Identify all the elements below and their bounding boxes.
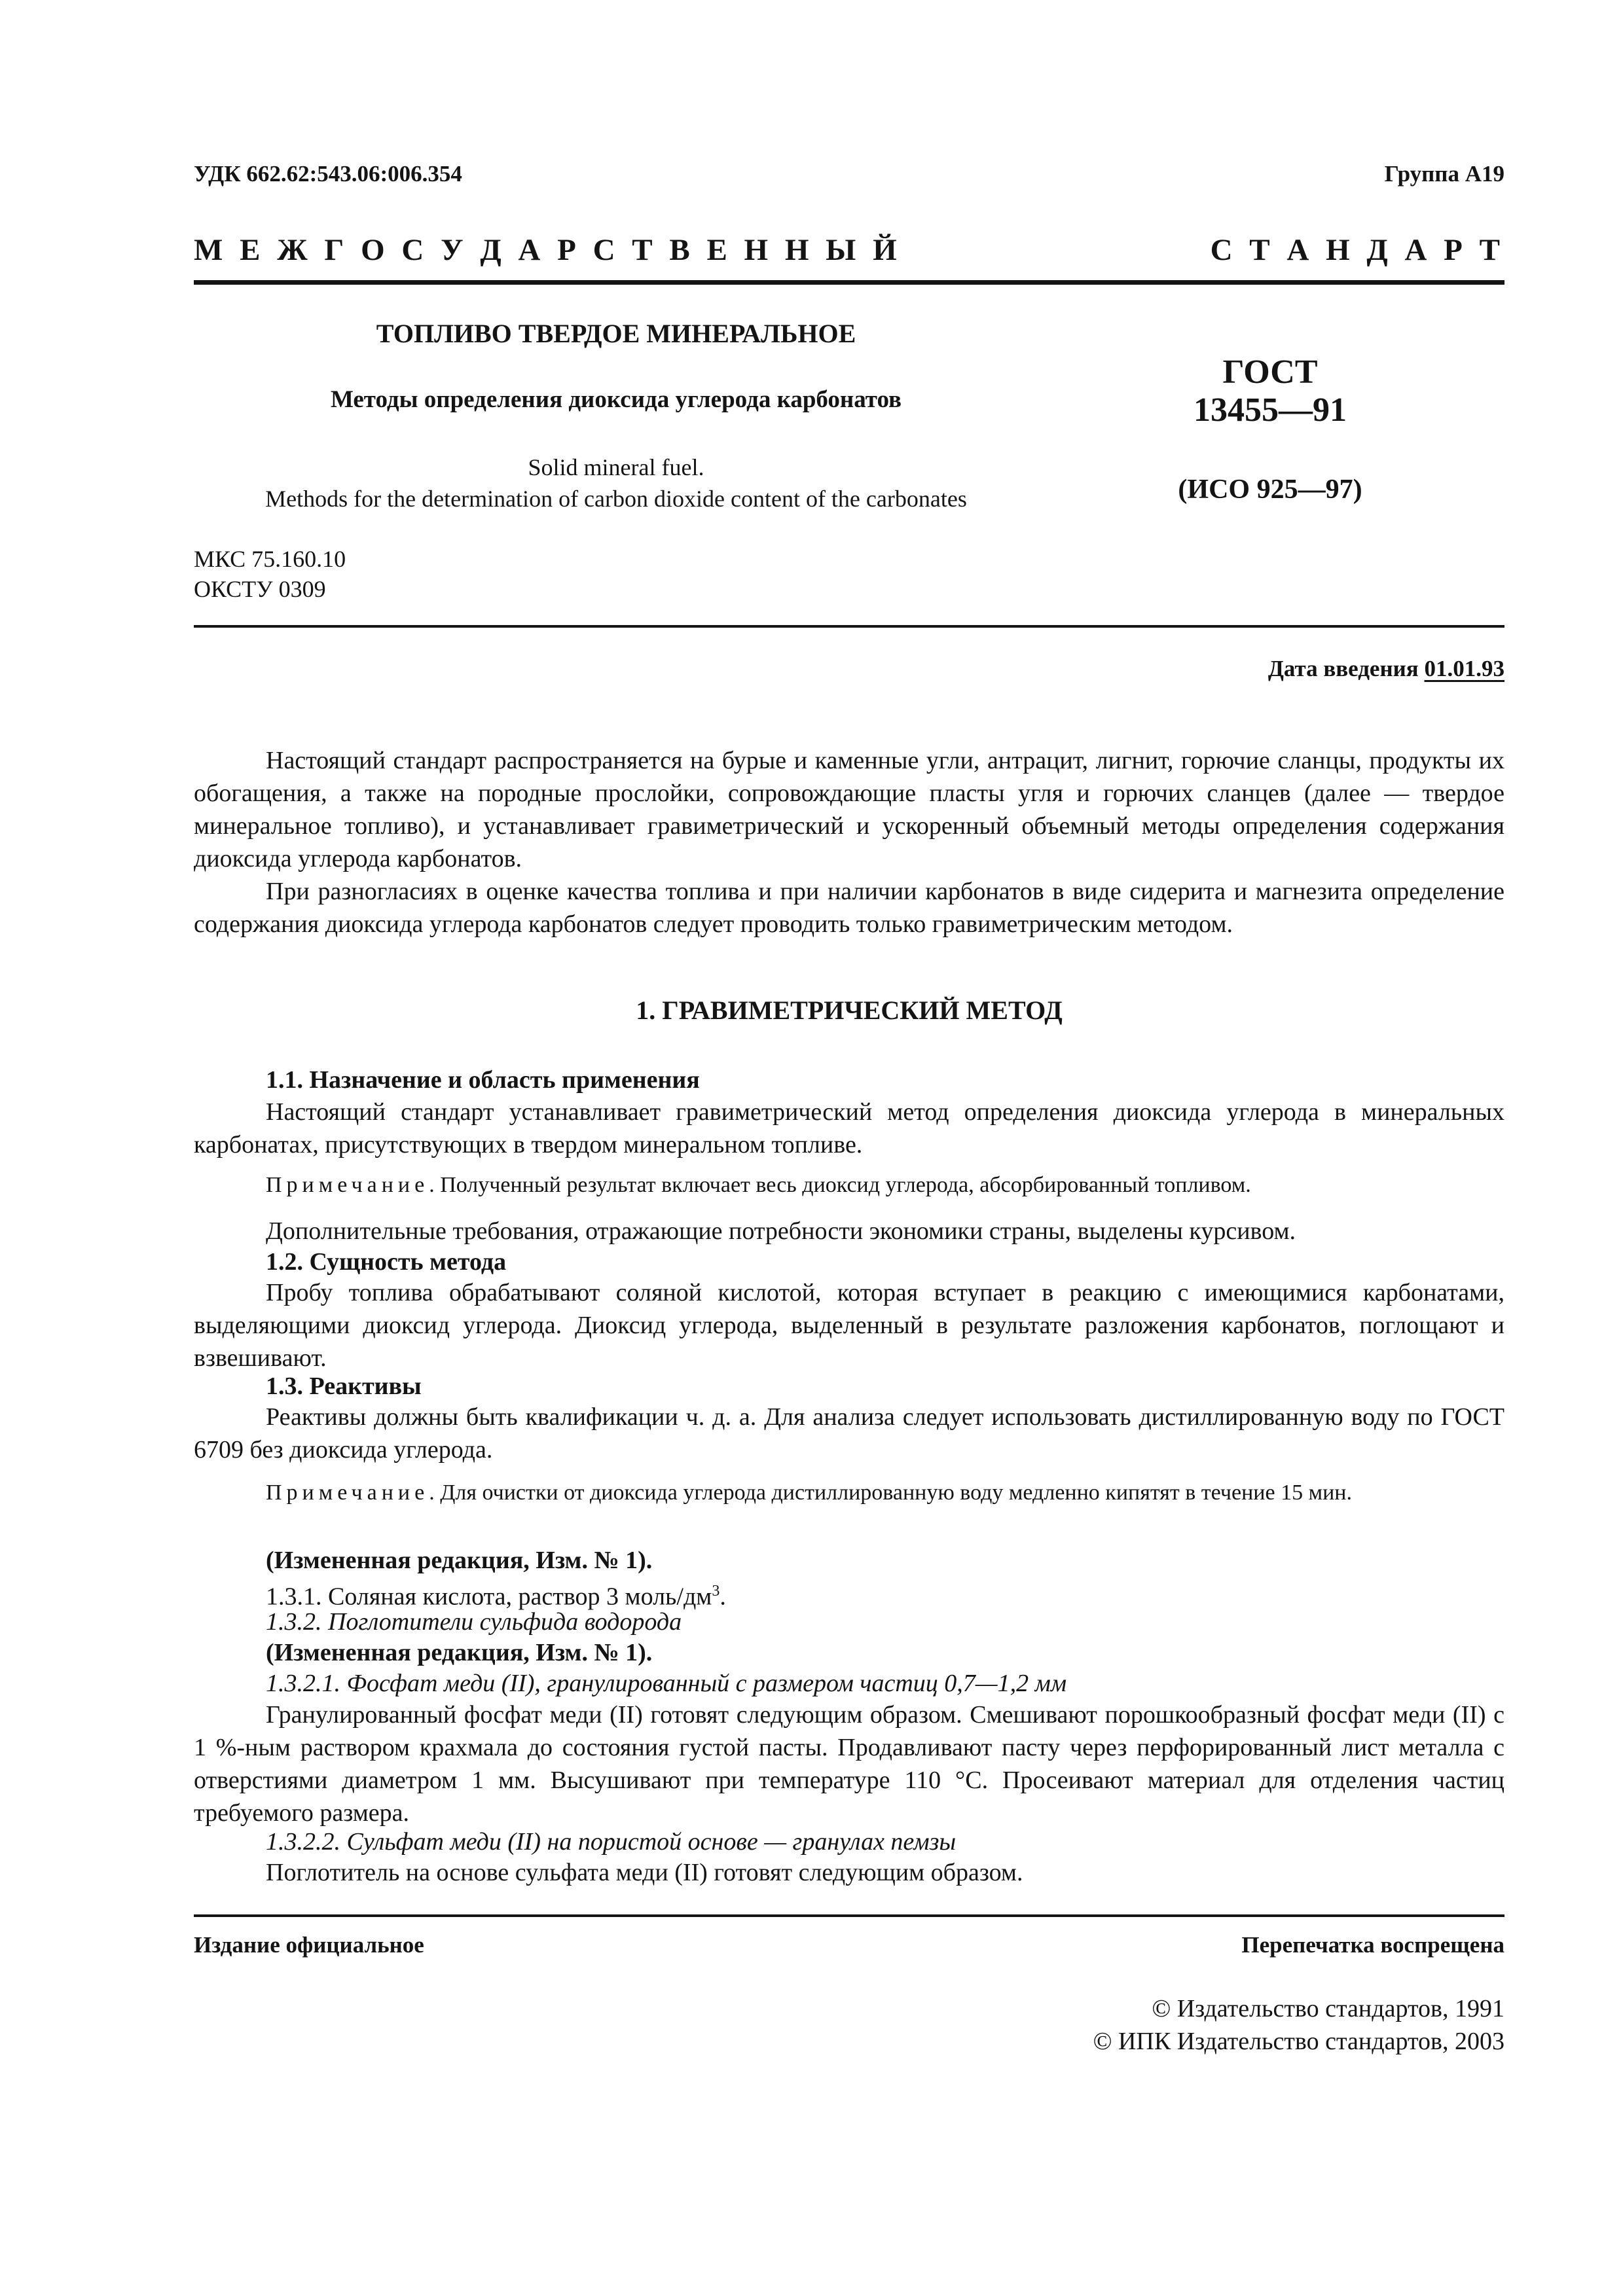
iso-reference: (ИСО 925—97) (1178, 475, 1362, 505)
reprint-prohibited: Перепечатка воспрещена (1241, 1932, 1504, 1958)
official-edition: Издание официальное (194, 1932, 424, 1958)
banner-standard: С Т А Н Д А Р Т (1210, 233, 1504, 267)
gost-label: ГОСТ (1222, 353, 1318, 391)
subsection-1-3-text: Реактивы должны быть квалификации ч. д. а. Для анализа следует использовать дистиллированную воду по ГОСТ 6709 без диоксида углерода. (194, 1403, 1504, 1463)
subsection-1-1-title: 1.1. Назначение и область применения (266, 1066, 700, 1094)
note-label: Примечание (266, 1173, 429, 1197)
date-label: Дата введения (1267, 656, 1419, 681)
subsection-1-2-text: Пробу топлива обрабатывают соляной кислотой, которая вступает в реакцию с имеющимися карбонатами, выделяющими диоксид углерода. Диоксид углерода, выделенный в результате разложения карбонатов, поглощают и взвешивают. (194, 1279, 1504, 1372)
item-1-3-1-text: 1.3.1. Соляная кислота, раствор 3 моль/дм (266, 1583, 712, 1611)
english-title-line1: Solid mineral fuel. (528, 454, 704, 480)
group-code: Группа А19 (1384, 161, 1504, 187)
date-value: 01.01.93 (1424, 656, 1504, 681)
english-title-line2: Methods for the determination of carbon dioxide content of the carbonates (265, 486, 967, 512)
udk-code: УДК 662.62:543.06:006.354 (194, 161, 462, 187)
intro-paragraph-2: При разногласиях в оценке качества топлива и при наличии карбонатов в виде сидерита и магнезита определение содержания диоксида углерода карбонатов следует проводить только гравиметрическим методом. (194, 878, 1504, 938)
item-1-3-2-1-text: Гранулированный фосфат меди (II) готовят следующим образом. Смешивают порошкообразный фосфат меди (II) с 1 %-ным раствором крахмала до состояния густой пасты. Продавливают пасту через перфорированный лист металла с отверстиями диаметром 1 мм. Высушивают при температуре 110 °С. Просеивают материал для отделения частиц требуемого размера. (194, 1701, 1504, 1827)
intro-paragraph-1: Настоящий стандарт распространяется на бурые и каменные угли, антрацит, лигнит, горючие сланцы, продукты их обогащения, а также на породные прослойки, сопровождающие пласты угля и горючих сланцев (далее — твердое минеральное топливо), и устанавливает гравиметрический и ускоренный объемный методы определения содержания диоксида углерода карбонатов. (194, 747, 1504, 872)
okstu-code: ОКСТУ 0309 (194, 576, 326, 602)
note-2 (194, 1478, 1504, 1508)
item-1-3-1-end: . (720, 1583, 726, 1611)
changed-edition-2: (Измененная редакция, Изм. № 1). (266, 1639, 653, 1666)
note-2-text: . Для очистки от диоксида углерода дистиллированную воду медленно кипятят в течение 15 мин. (429, 1480, 1352, 1505)
standard-banner (194, 230, 1504, 270)
note-1-text: . Полученный результат включает весь диоксид углерода, абсорбированный топливом. (429, 1173, 1251, 1197)
item-1-3-2: 1.3.2. Поглотители сульфида водорода (266, 1608, 682, 1636)
section-heading: 1. ГРАВИМЕТРИЧЕСКИЙ МЕТОД (636, 996, 1063, 1025)
doc-title: ТОПЛИВО ТВЕРДОЕ МИНЕРАЛЬНОЕ (376, 319, 856, 348)
note-1 (266, 1170, 1504, 1200)
subsection-1-3-title: 1.3. Реактивы (266, 1372, 422, 1400)
footer-rule (194, 1914, 1504, 1917)
title-rule (194, 625, 1504, 628)
banner-interstate: М Е Ж Г О С У Д А Р С Т В Е Н Н Ы Й (194, 233, 902, 267)
copyright-1991: © Издательство стандартов, 1991 (1152, 1995, 1504, 2022)
gost-number: 13455—91 (1194, 391, 1347, 429)
item-1-3-2-1: 1.3.2.1. Фосфат меди (II), гранулированный с размером частиц 0,7—1,2 мм (266, 1670, 1067, 1697)
subsection-1-2-title: 1.2. Сущность метода (266, 1248, 507, 1276)
note-2-label: Примечание (266, 1480, 429, 1505)
item-1-3-2-2: 1.3.2.2. Сульфат меди (II) на пористой основе — гранулах пемзы (266, 1828, 957, 1856)
introduction-date (1268, 655, 1504, 683)
header-rule (194, 280, 1504, 285)
subsection-1-1-text: Настоящий стандарт устанавливает гравиметрический метод определения диоксида углерода в минеральных карбонатах, присутствующих в твердом минеральном топливе. (194, 1098, 1504, 1158)
item-1-3-1-sup: 3 (712, 1583, 720, 1600)
item-1-3-2-2-text: Поглотитель на основе сульфата меди (II) готовят следующим образом. (266, 1859, 1023, 1886)
additional-requirements: Дополнительные требования, отражающие потребности экономики страны, выделены курсивом. (266, 1217, 1296, 1245)
changed-edition-1: (Измененная редакция, Изм. № 1). (266, 1547, 653, 1574)
copyright-2003: © ИПК Издательство стандартов, 2003 (1093, 2028, 1504, 2055)
mks-code: МКС 75.160.10 (194, 546, 346, 572)
doc-subtitle: Методы определения диоксида углерода карбонатов (330, 386, 902, 413)
